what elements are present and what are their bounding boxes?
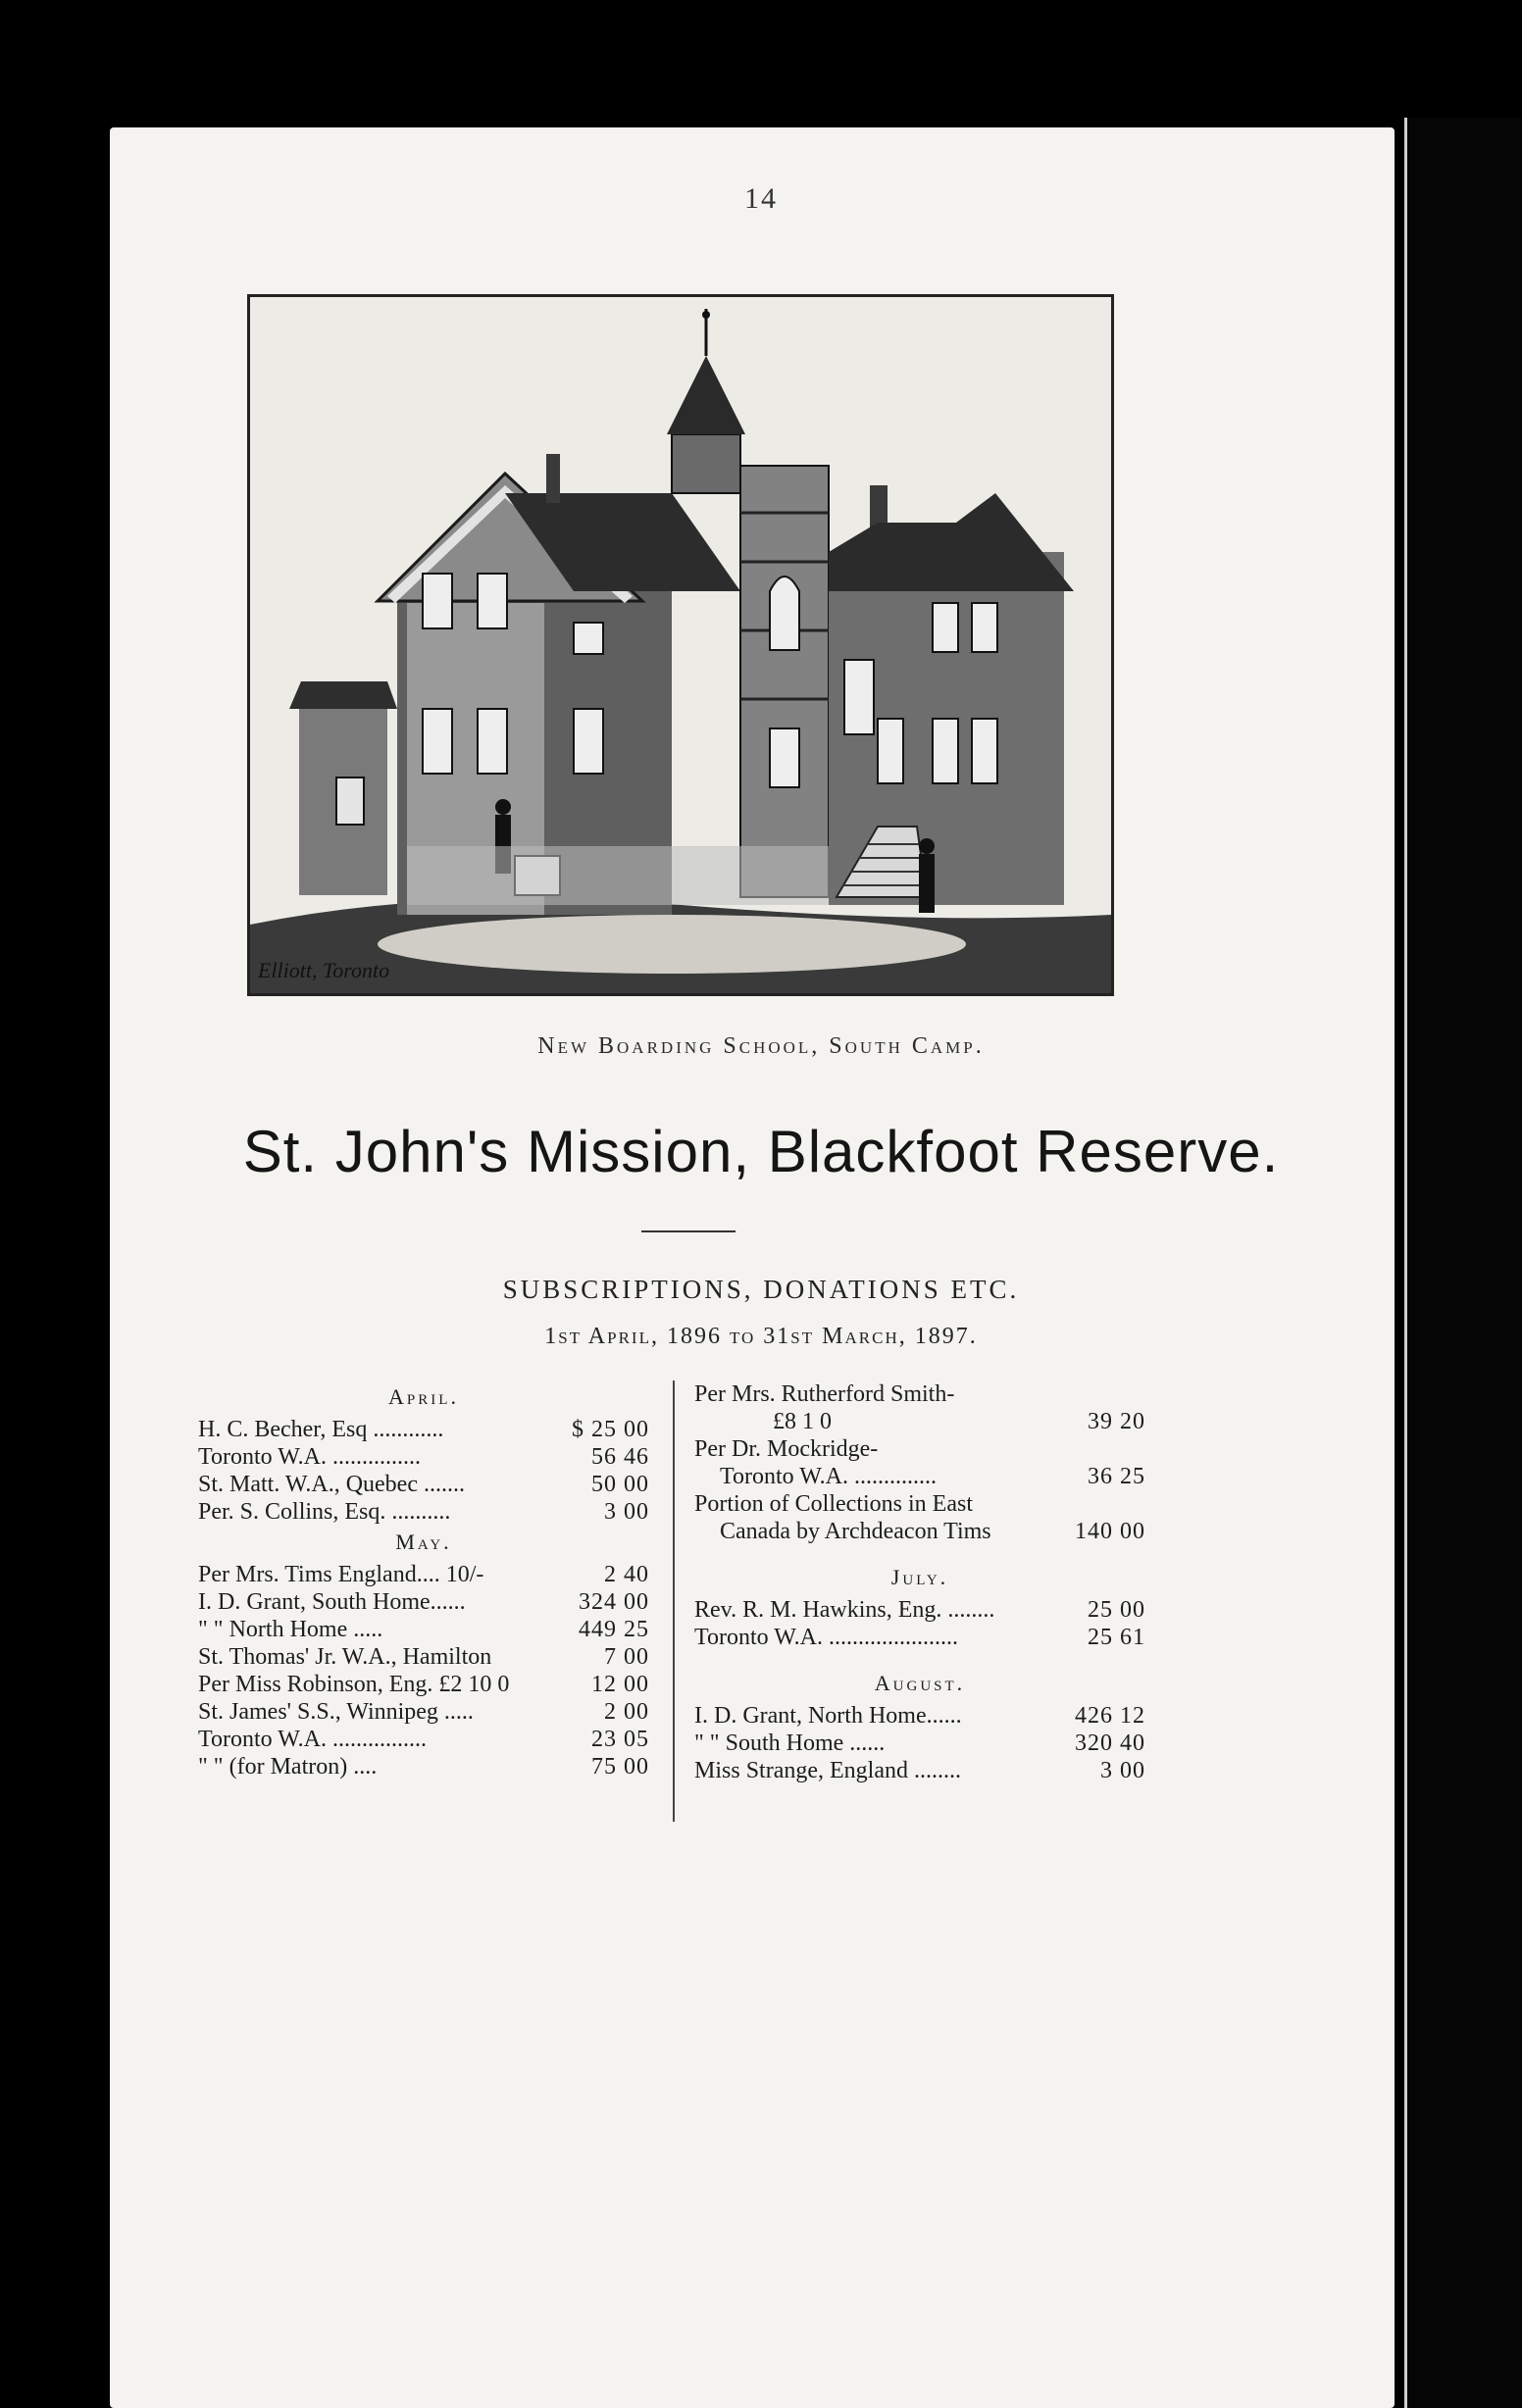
list-item: St. Thomas' Jr. W.A., Hamilton 7 00	[198, 1644, 649, 1670]
spacer	[694, 1545, 1145, 1561]
adjacent-page-edge	[1404, 118, 1522, 2408]
month-heading-august: August.	[874, 1671, 966, 1695]
title-divider	[641, 1230, 736, 1232]
engraver-signature: Elliott, Toronto	[258, 958, 390, 982]
month-heading-april: April.	[388, 1384, 459, 1409]
list-item: Toronto W.A. ............... 56 46	[198, 1444, 649, 1470]
month-heading-july: July.	[890, 1565, 949, 1589]
page-number: 14	[744, 182, 778, 215]
list-item: " " North Home ..... 449 25	[198, 1617, 649, 1642]
date-range: 1st April, 1896 to 31st March, 1897.	[544, 1324, 978, 1349]
list-item: Miss Strange, England ........ 3 00	[694, 1758, 1145, 1783]
list-item: St. Matt. W.A., Quebec ....... 50 00	[198, 1472, 649, 1497]
list-item: Toronto W.A. .............. 36 25	[720, 1464, 1145, 1489]
list-item: Per Mrs. Tims England.... 10/- 2 40	[198, 1562, 649, 1587]
list-item: I. D. Grant, North Home...... 426 12	[694, 1703, 1145, 1729]
page-title: St. John's Mission, Blackfoot Reserve.	[242, 1119, 1280, 1184]
list-item: £8 1 0 39 20	[773, 1409, 1145, 1434]
list-item: St. James' S.S., Winnipeg ..... 2 00	[198, 1699, 649, 1725]
illustration-caption: New Boarding School, South Camp.	[537, 1033, 985, 1059]
list-item: H. C. Becher, Esq ............ $ 25 00	[198, 1417, 649, 1442]
list-item: Toronto W.A. ................ 23 05	[198, 1727, 649, 1752]
list-item: Per Dr. Mockridge-	[694, 1436, 879, 1462]
list-item: " " (for Matron) .... 75 00	[198, 1754, 649, 1780]
school-building-drawing	[250, 297, 1111, 993]
left-column	[198, 1380, 649, 1781]
list-item: Per Mrs. Rutherford Smith-	[694, 1381, 955, 1407]
list-item: Canada by Archdeacon Tims 140 00	[720, 1519, 1145, 1544]
list-item: Per Miss Robinson, Eng. £2 10 0 12 00	[198, 1672, 649, 1697]
month-heading-may: May.	[395, 1530, 452, 1554]
section-subtitle: SUBSCRIPTIONS, DONATIONS ETC.	[502, 1275, 1020, 1304]
list-item: Toronto W.A. ...................... 25 61	[694, 1625, 1145, 1650]
boarding-school-illustration	[247, 294, 1114, 996]
right-column	[694, 1380, 1145, 1784]
list-item: Rev. R. M. Hawkins, Eng. ........ 25 00	[694, 1597, 1145, 1623]
list-item: I. D. Grant, South Home...... 324 00	[198, 1589, 649, 1615]
column-divider	[673, 1380, 675, 1822]
list-item: Portion of Collections in East	[694, 1491, 973, 1517]
list-item: Per. S. Collins, Esq. .......... 3 00	[198, 1499, 649, 1525]
list-item: " " South Home ...... 320 40	[694, 1731, 1145, 1756]
spacer	[694, 1651, 1145, 1667]
